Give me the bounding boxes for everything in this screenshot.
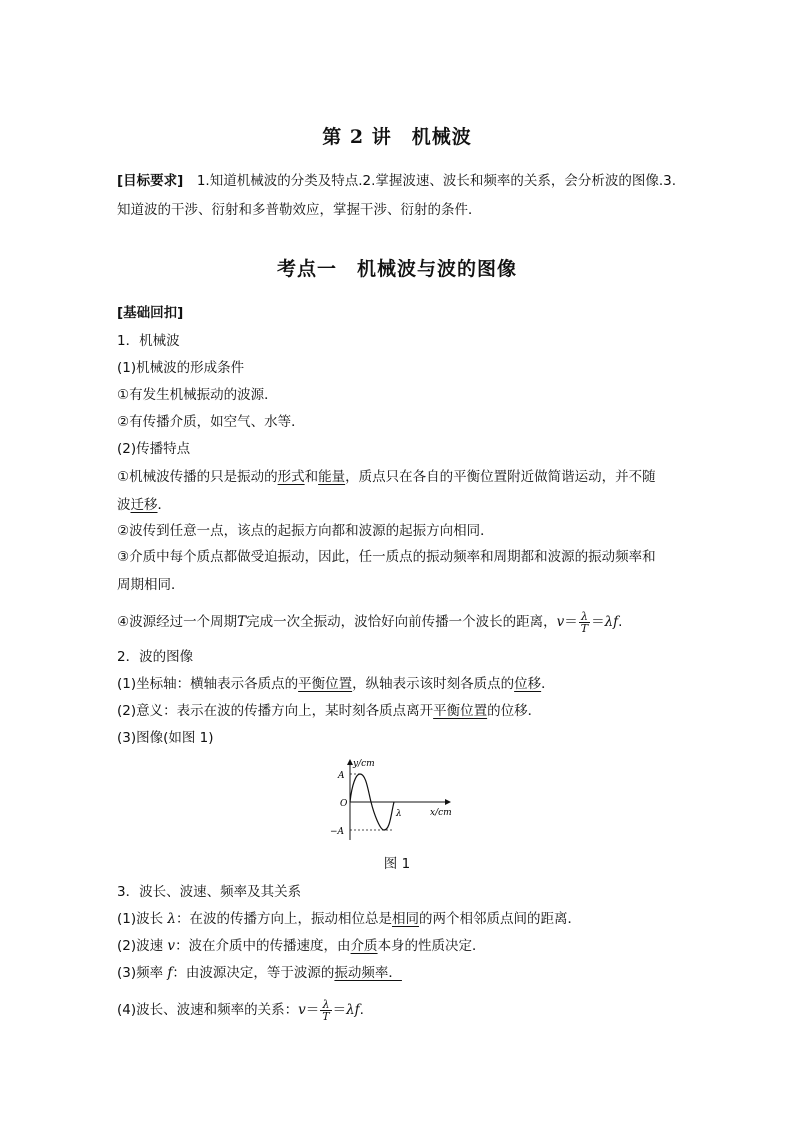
text: 完成一次全振动，波恰好向前传播一个波长的距离， [246,614,557,630]
feature-4 [117,604,622,640]
text: ，纵轴表示该时刻各质点的 [352,676,515,692]
graph-axes [117,675,555,693]
underlined-answer: 相同 [391,911,419,927]
math-symbol: λf [346,1002,360,1018]
math-symbol: v [556,614,565,630]
wavelength-definition [117,910,581,928]
feature-1-line-2 [117,496,171,514]
feature-3-line-1: ③介质中每个质点都做受迫振动，因此，任一质点的振动频率和周期都和波源的振动频率和 [117,549,656,565]
text: ：在波的传播方向上，振动相位总是 [175,911,392,927]
goals-line-1 [117,172,676,190]
text: . [618,614,623,630]
math-symbol: T [237,614,247,630]
text: (2)意义：表示在波的传播方向上，某时刻各质点离开 [117,703,434,719]
x-axis-label: x/cm [430,808,452,818]
lecture-title: 第 2 讲 机械波 [322,126,472,148]
origin-label: O [340,799,348,809]
fraction [579,611,590,634]
goals-text-1: 1.知道机械波的分类及特点.2.掌握波速、波长和频率的关系，会分析波的图像.3. [196,173,677,189]
sub-formation-conditions: (1)机械波的形成条件 [117,360,245,376]
goals-line-2: 知道波的干涉、衍射和多普勒效应，掌握干涉、衍射的条件． [117,202,482,218]
math-symbol: v [167,938,176,954]
sub-propagation-features: (2)传播特点 [117,441,191,457]
text: 本身的性质决定． [377,938,486,954]
feature-3-line-2: 周期相同． [117,577,185,593]
goals-label: [目标要求] [117,173,184,189]
math-symbol: λ [167,911,176,927]
relation-formula [117,992,364,1028]
fraction-denominator: T [322,1009,330,1023]
y-axis-label: y/cm [353,759,375,769]
wave-graph-figure [328,754,458,844]
text: (1)波长 [117,911,168,927]
feature-1-line-1 [117,468,656,486]
underlined-answer: 迁移 [130,497,158,513]
text: . [359,1002,364,1018]
heading-wave-graph: 2．波的图像 [117,649,194,665]
underlined-answer: 介质 [350,938,378,954]
condition-2: ②有传播介质，如空气、水等． [117,414,305,430]
text: ①机械波传播的只是振动的 [117,469,278,485]
graph-meaning [117,702,541,720]
math-symbol: v [298,1002,306,1018]
text: ：由波源决定，等于波源的 [172,965,335,981]
underlined-answer: 位移 [514,676,542,692]
basics-label: [基础回扣] [117,305,184,321]
wavelength-label: λ [396,809,402,819]
underlined-answer: 平衡位置 [298,676,353,692]
math-operator: ＝ [305,1002,320,1018]
amplitude-label-negative: −A [330,827,345,837]
text: (2)波速 [117,938,168,954]
text: (4)波长、波速和频率的关系： [117,1002,299,1018]
underlined-answer: 平衡位置 [433,703,488,719]
figure-caption: 图 1 [383,856,411,872]
text: ，质点只在各自的平衡位置附近做简谐运动，并不随 [345,469,656,485]
math-symbol: λf [604,614,619,630]
math-operator: ＝ [564,614,578,630]
text: 的两个相邻质点间的距离． [418,911,581,927]
underlined-answer: 振动频率． [334,965,402,981]
math-symbol: f [167,965,173,981]
graph-image-ref: (3)图像(如图 1) [117,730,214,746]
condition-1: ①有发生机械振动的波源． [117,387,278,403]
heading-wavelength-speed-frequency: 3．波长、波速、频率及其关系 [117,884,302,900]
text: ④波源经过一个周期 [117,614,238,630]
fraction-numerator: λ [579,611,590,623]
section-title: 考点一 机械波与波的图像 [276,258,517,280]
heading-mechanical-wave: 1．机械波 [117,333,180,349]
text: ． [157,497,171,513]
text: 波 [117,497,131,513]
fraction-numerator: λ [320,999,331,1011]
text: ：波在介质中的传播速度，由 [175,938,351,954]
fraction-denominator: T [580,621,589,635]
underlined-answer: 形式 [277,469,305,485]
text: 的位移． [487,703,542,719]
text: ． [541,676,555,692]
fraction [320,999,331,1022]
math-operator: ＝ [332,1002,347,1018]
frequency-definition [117,964,402,982]
amplitude-label-positive: A [338,771,345,781]
math-operator: ＝ [591,614,605,630]
underlined-answer: 能量 [318,469,346,485]
text: (3)频率 [117,965,168,981]
wave-speed-definition [117,937,486,955]
text: 和 [304,469,319,485]
feature-2: ②波传到任意一点，该点的起振方向都和波源的起振方向相同． [117,523,494,539]
text: (1)坐标轴：横轴表示各质点的 [117,676,299,692]
